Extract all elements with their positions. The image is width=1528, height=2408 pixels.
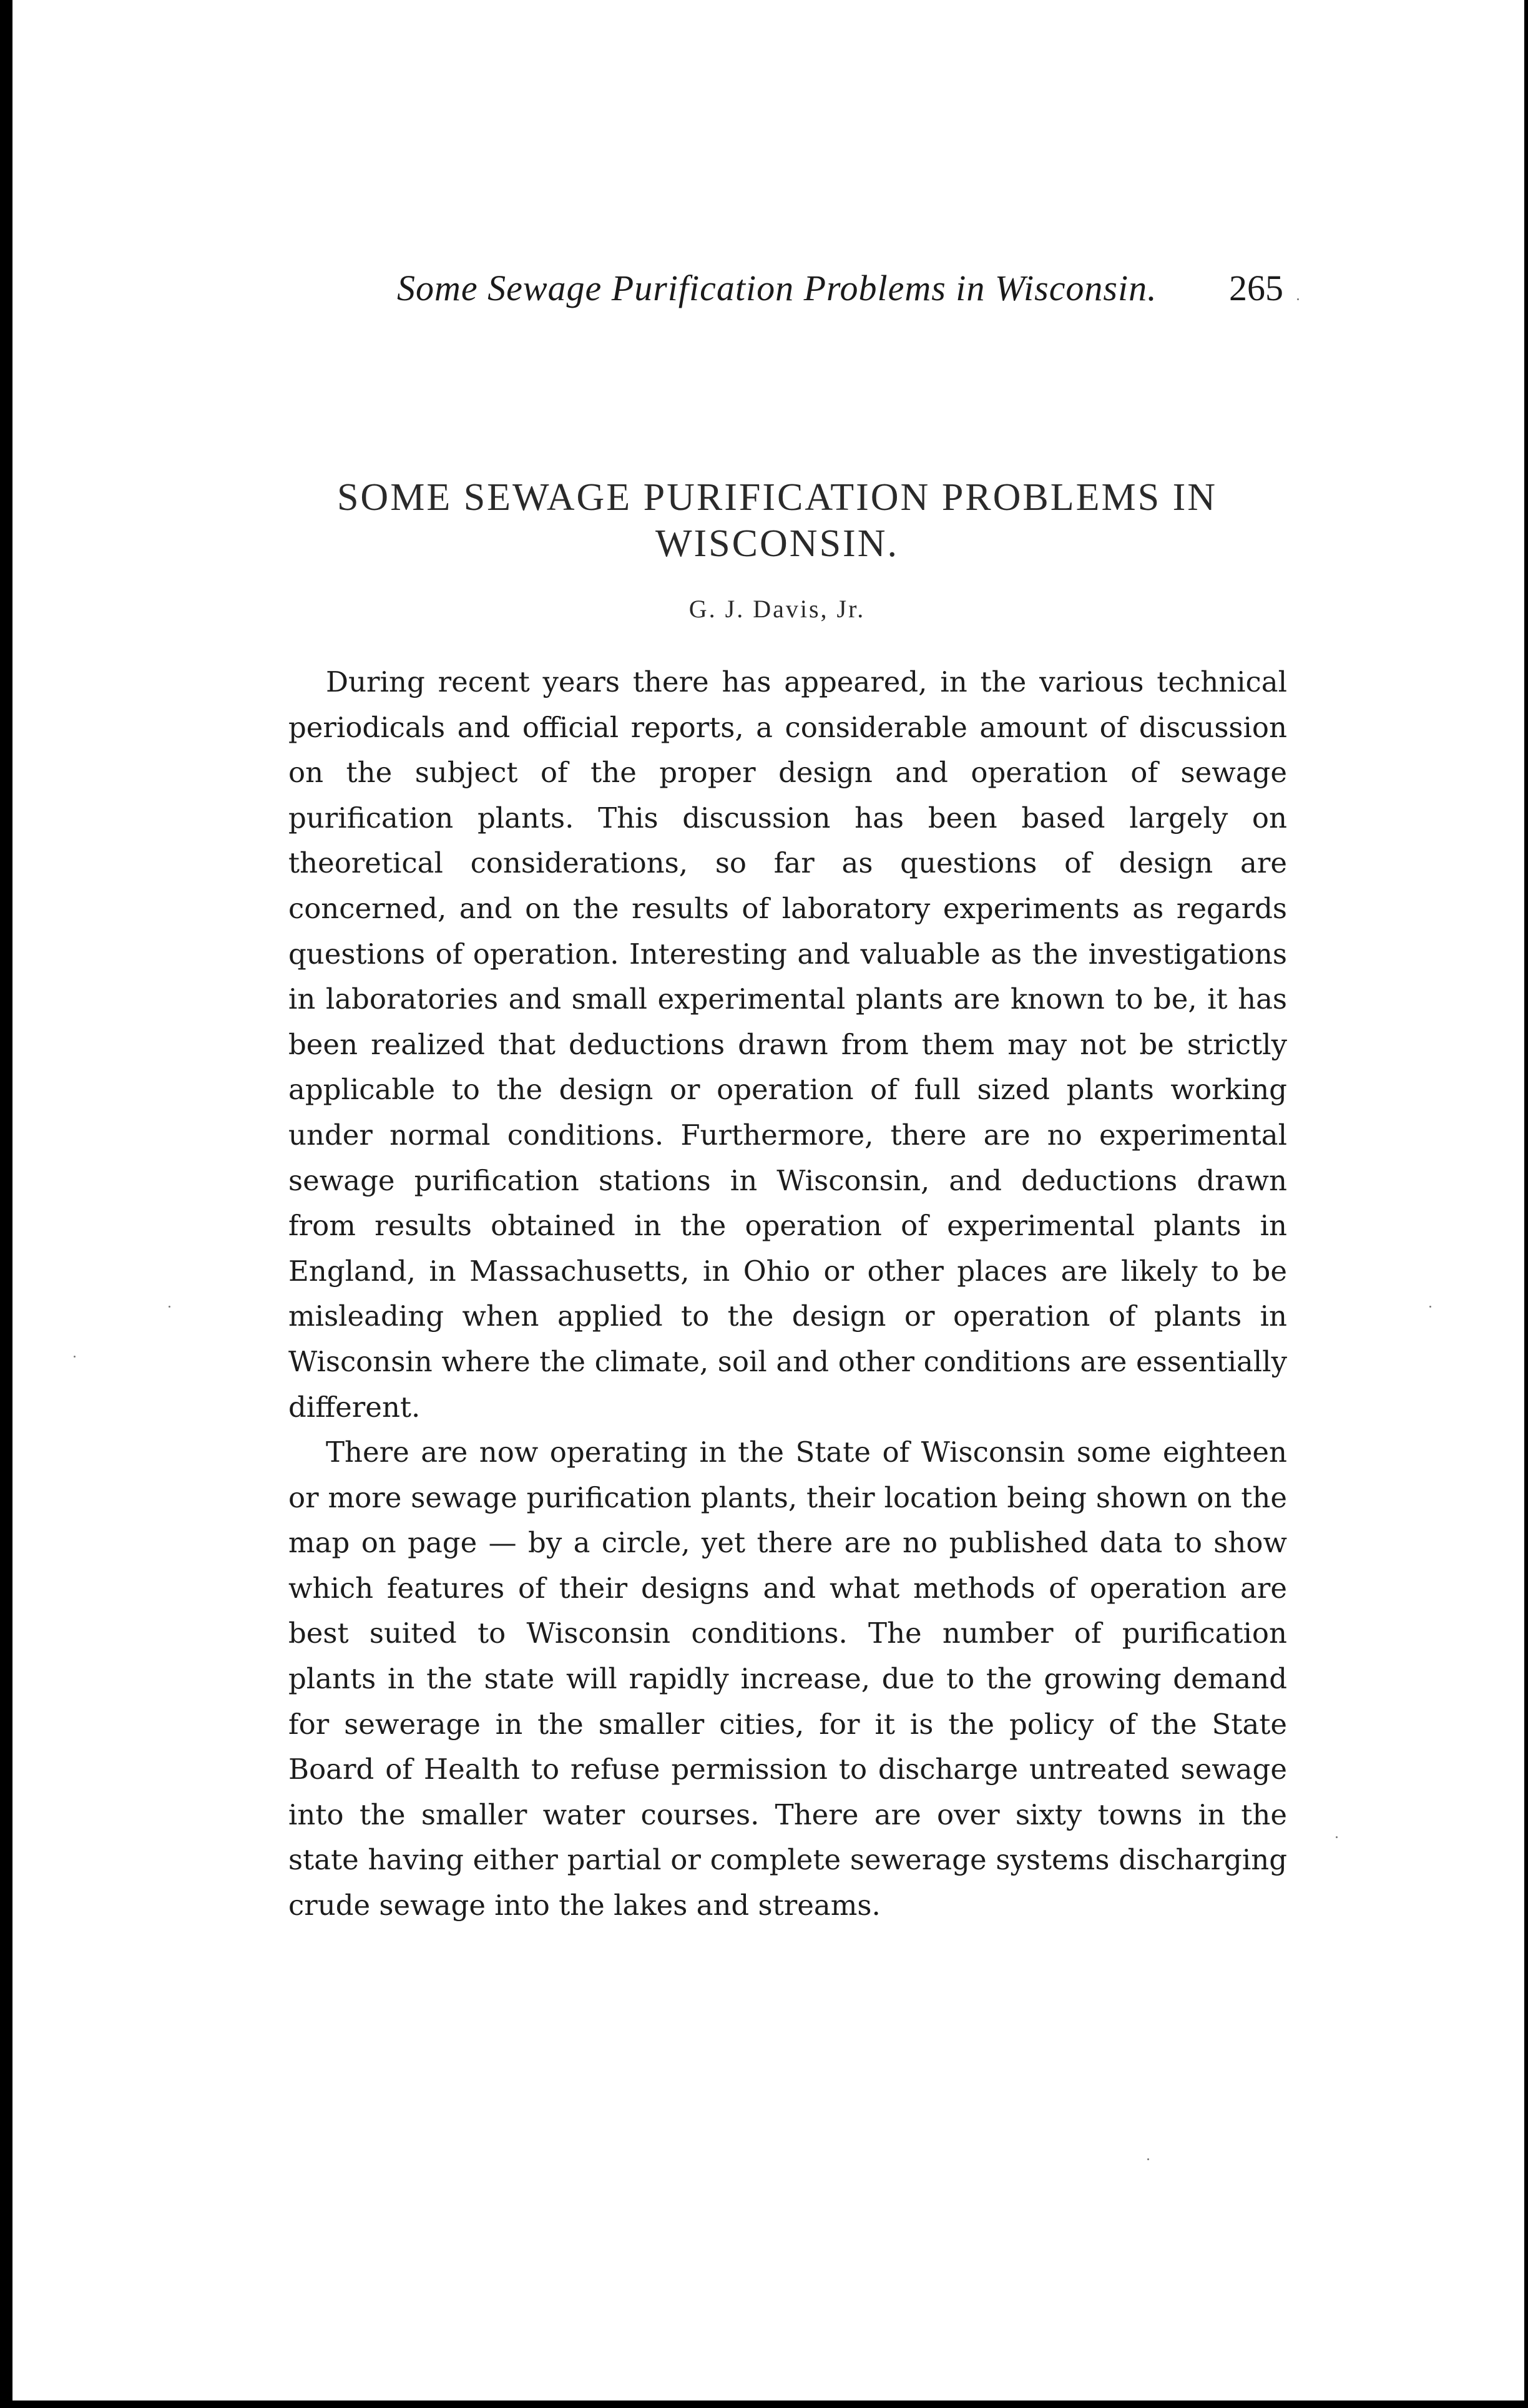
article-title: SOME SEWAGE PURIFICATION PROBLEMS IN WISCONSIN.: [336, 476, 1218, 565]
running-head: [397, 267, 1302, 317]
paragraph: There are now operating in the State of Wisconsin some eighteen or more sewage purification plants, their location being shown on the map on page — by a circle, yet there are no published data to show which features of their designs and what methods of operation are best suited to Wisconsin conditions. The number of purification plants in the state will rapidly increase, due to the growing demand for sewerage in the smaller cities, for it is the policy of the State Board of Health to refuse permission to discharge untreated sewage into the smaller water courses. There are over sixty towns in the state having either partial or complete sewerage systems discharging crude sewage into the lakes and streams.: [288, 1436, 1287, 1922]
paragraph: During recent years there has appeared, in the various technical periodicals and official reports, a considerable amount of discussion on the subject of the proper design and operation of sewage purification plants. This discussion has been based largely on theoretical considerations, so far as questions of design are concerned, and on the results of laboratory experiments as regards questions of operation. Interesting and valuable as the investigations in laboratories and small experimental plants are known to be, it has been realized that deductions drawn from them may not be strictly applicable to the design or operation of full sized plants working under normal conditions. Furthermore, there are no experimental sewage purification stations in Wisconsin, and deductions drawn from results obtained in the operation of experimental plants in England, in Massachusetts, in Ohio or other places are likely to be misleading when applied to the design or operation of plants in Wisconsin where the climate, soil and other conditions are essentially different.: [288, 665, 1287, 1424]
scan-speck: [1147, 2158, 1149, 2160]
scan-speck: [169, 1306, 170, 1308]
page-number: 265: [1229, 268, 1283, 308]
article-author: G. J. Davis, Jr.: [688, 595, 866, 623]
scan-speck: [1429, 1306, 1431, 1308]
scan-border-left: [0, 0, 12, 2408]
scan-speck: [1297, 298, 1299, 300]
scan-border-right: [1524, 0, 1528, 2408]
scan-border-bottom: [0, 2401, 1528, 2408]
article-body: [288, 660, 1287, 1929]
scan-speck: [74, 1356, 76, 1358]
scan-speck: [1336, 1836, 1338, 1838]
running-head-title: Some Sewage Purification Problems in Wisconsin.: [397, 268, 1157, 308]
